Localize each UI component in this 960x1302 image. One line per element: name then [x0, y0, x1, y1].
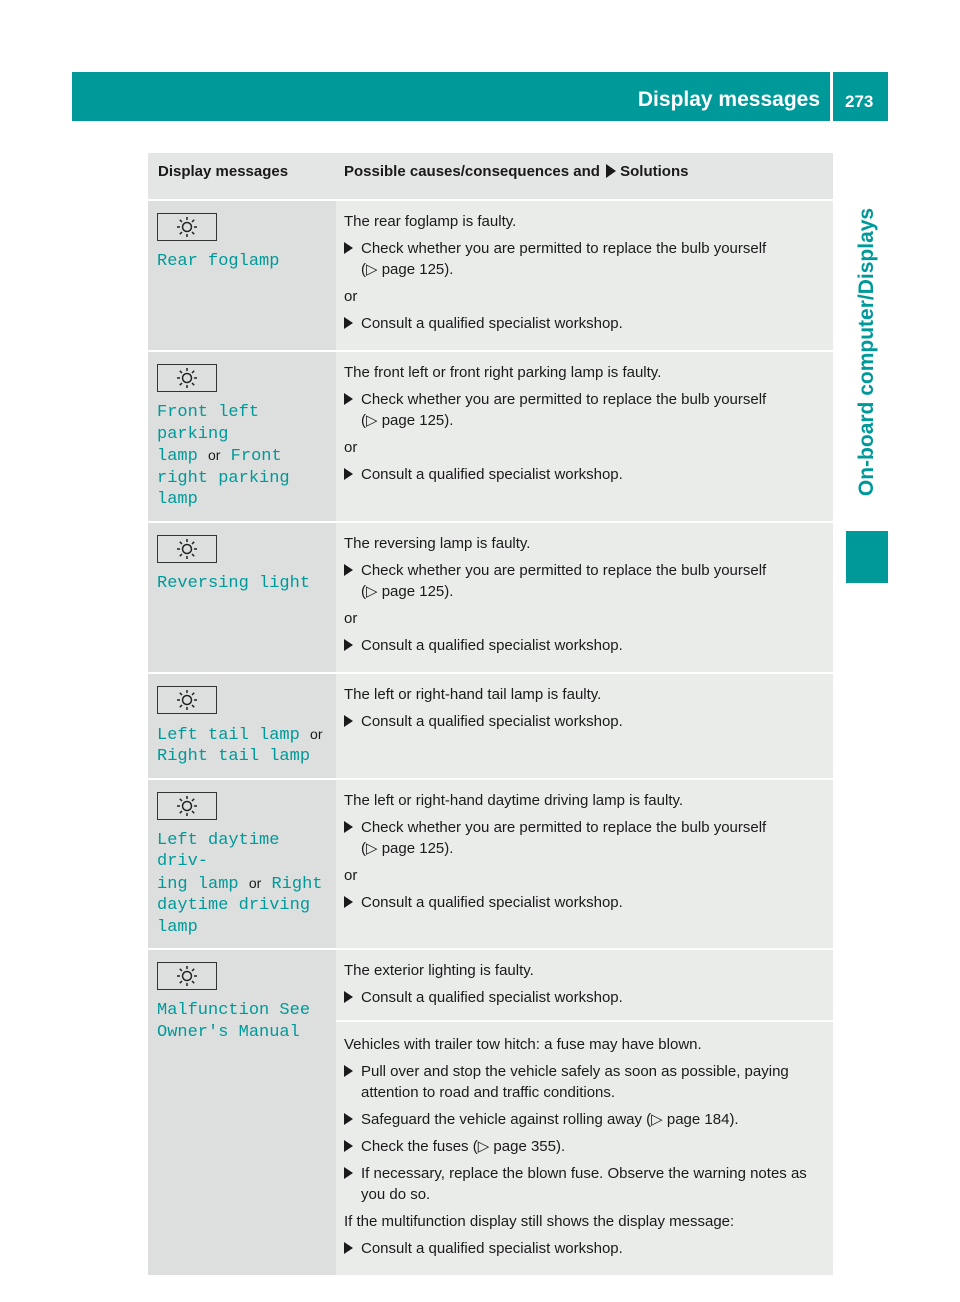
message-line: Malfunction See — [157, 1001, 311, 1020]
bulb-warning-icon — [157, 792, 217, 820]
action-step-text: Consult a qualified specialist workshop. — [361, 893, 623, 911]
message-cell — [148, 779, 336, 950]
action-step-text: Consult a qualified specialist workshop. — [361, 1240, 623, 1257]
message-line: Front left parking — [157, 403, 260, 444]
action-arrow-icon — [344, 1140, 353, 1152]
or-text: or — [344, 866, 358, 884]
action-arrow-icon — [344, 639, 353, 651]
cause-text: The left or right-hand daytime driving lamp is faulty. — [344, 791, 684, 809]
bulb-warning-icon — [157, 962, 217, 990]
action-step — [344, 892, 827, 913]
action-arrow-icon — [344, 242, 353, 254]
display-message-text — [157, 830, 328, 939]
page-reference: (▷ page 125). — [361, 839, 454, 857]
action-step — [344, 389, 827, 431]
message-cell — [148, 351, 336, 522]
message-cell — [148, 949, 336, 1276]
action-step — [344, 1109, 827, 1130]
action-step — [344, 464, 827, 485]
or-text: or — [208, 447, 221, 463]
action-step-text: Check whether you are permitted to replace the bulb yourself — [361, 240, 767, 257]
action-step-text: Consult a qualified specialist workshop. — [361, 989, 623, 1006]
page-number: 273 — [845, 92, 874, 111]
action-step-text: Check whether you are permitted to replace the bulb yourself — [361, 561, 767, 579]
action-step — [344, 313, 827, 334]
bulb-warning-icon — [157, 686, 217, 714]
action-step-text: Safeguard the vehicle against rolling away (▷ page 184). — [361, 1111, 739, 1128]
solution-cell — [336, 200, 833, 351]
message-cell — [148, 200, 336, 351]
display-messages-table — [148, 153, 833, 1277]
display-message-text — [157, 402, 328, 511]
action-arrow-icon — [344, 991, 353, 1003]
action-step — [344, 635, 827, 656]
action-arrow-icon — [344, 317, 353, 329]
cause-text: The exterior lighting is faulty. — [344, 962, 534, 979]
bulb-warning-icon — [157, 213, 217, 241]
action-step — [344, 711, 827, 732]
action-step-text: Check whether you are permitted to replace the bulb yourself — [361, 391, 767, 408]
table-row — [148, 673, 833, 779]
column-header-display-messages: Display messages — [148, 153, 336, 200]
or-text: or — [248, 874, 262, 891]
action-arrow-icon — [344, 1113, 353, 1125]
or-text: or — [310, 725, 323, 742]
action-arrow-icon — [344, 468, 353, 480]
action-step — [344, 1238, 827, 1259]
message-cell — [148, 673, 336, 779]
page-reference: (▷ page 125). — [361, 412, 454, 429]
message-line: Front — [230, 447, 282, 466]
page-reference: (▷ page 125). — [361, 261, 454, 278]
action-step-text: Consult a qualified specialist workshop. — [361, 636, 623, 654]
solution-cell — [336, 949, 833, 1276]
cause-text: The front left or front right parking lamp is faulty. — [344, 364, 662, 381]
action-step-text: Check whether you are permitted to replace the bulb yourself — [361, 818, 767, 836]
message-line: ing lamp — [157, 874, 239, 894]
action-step — [344, 1061, 827, 1103]
action-step-text: Consult a qualified specialist workshop. — [361, 712, 623, 730]
cause-text: Vehicles with trailer tow hitch: a fuse may have blown. — [344, 1036, 702, 1053]
action-arrow-icon — [344, 1242, 353, 1254]
action-step — [344, 1136, 827, 1157]
display-message-text — [157, 1000, 328, 1043]
cause-text: The left or right-hand tail lamp is faulty. — [344, 685, 602, 703]
solution-cell — [336, 522, 833, 673]
message-line: Right tail lamp — [157, 747, 311, 766]
column-header-causes-solutions — [336, 153, 833, 200]
cause-text: The rear foglamp is faulty. — [344, 213, 517, 230]
message-line: Owner's Manual — [157, 1022, 300, 1042]
message-line: daytime driving — [157, 896, 311, 915]
page-title: Display messages — [637, 88, 820, 111]
action-step — [344, 560, 827, 602]
table-header-row — [148, 153, 833, 200]
solution-cell — [336, 673, 833, 779]
display-message-text: Reversing light — [157, 573, 311, 593]
page-reference: (▷ page 125). — [361, 582, 454, 600]
header-divider — [830, 72, 833, 121]
action-arrow-icon — [344, 821, 353, 833]
note-text: If the multifunction display still shows the display message: — [344, 1213, 735, 1230]
table-row — [148, 949, 833, 1276]
table-row — [148, 200, 833, 351]
message-line: Right — [271, 874, 323, 894]
action-step-text: Check the fuses (▷ page 355). — [361, 1138, 566, 1155]
or-text: or — [344, 609, 358, 627]
action-arrow-icon — [344, 715, 353, 727]
table-row — [148, 522, 833, 673]
action-step-text: Consult a qualified specialist workshop. — [361, 315, 623, 332]
table-row — [148, 351, 833, 522]
solution-cell — [336, 351, 833, 522]
sub-divider — [336, 1020, 833, 1022]
message-cell — [148, 522, 336, 673]
bulb-warning-icon — [157, 535, 217, 563]
message-line: lamp — [157, 917, 198, 937]
action-arrow-icon — [344, 1167, 353, 1179]
column-header-solutions-text: Solutions — [620, 163, 689, 180]
action-arrow-icon — [344, 564, 353, 576]
section-tab-label: On-board computer/Displays — [855, 207, 878, 497]
action-step — [344, 817, 827, 859]
message-line: Left daytime driv‐ — [157, 830, 280, 871]
solution-cell — [336, 779, 833, 950]
display-message-text — [157, 724, 328, 768]
action-step — [344, 1163, 827, 1205]
action-step-text: Pull over and stop the vehicle safely as soon as possible, paying attention to road and traffic conditions. — [361, 1063, 789, 1101]
action-step-text: If necessary, replace the blown fuse. Observe the warning notes as you do so. — [361, 1165, 807, 1203]
bulb-warning-icon — [157, 364, 217, 392]
action-arrow-icon — [344, 896, 353, 908]
action-step — [344, 987, 827, 1008]
or-text: or — [344, 439, 358, 456]
action-arrow-icon — [344, 393, 353, 405]
message-line: right parking lamp — [157, 468, 290, 509]
table-row — [148, 779, 833, 950]
action-step — [344, 238, 827, 280]
action-step-text: Consult a qualified specialist workshop. — [361, 466, 623, 483]
message-line: lamp — [157, 447, 198, 466]
action-arrow-icon — [344, 1065, 353, 1077]
section-tab-marker — [846, 531, 888, 583]
or-text: or — [344, 288, 358, 305]
display-message-text: Rear foglamp — [157, 252, 280, 271]
message-line: Left tail lamp — [157, 725, 300, 745]
cause-text: The reversing lamp is faulty. — [344, 534, 531, 552]
column-header-causes-text: Possible causes/consequences and — [344, 163, 600, 180]
action-arrow-icon — [606, 164, 616, 178]
